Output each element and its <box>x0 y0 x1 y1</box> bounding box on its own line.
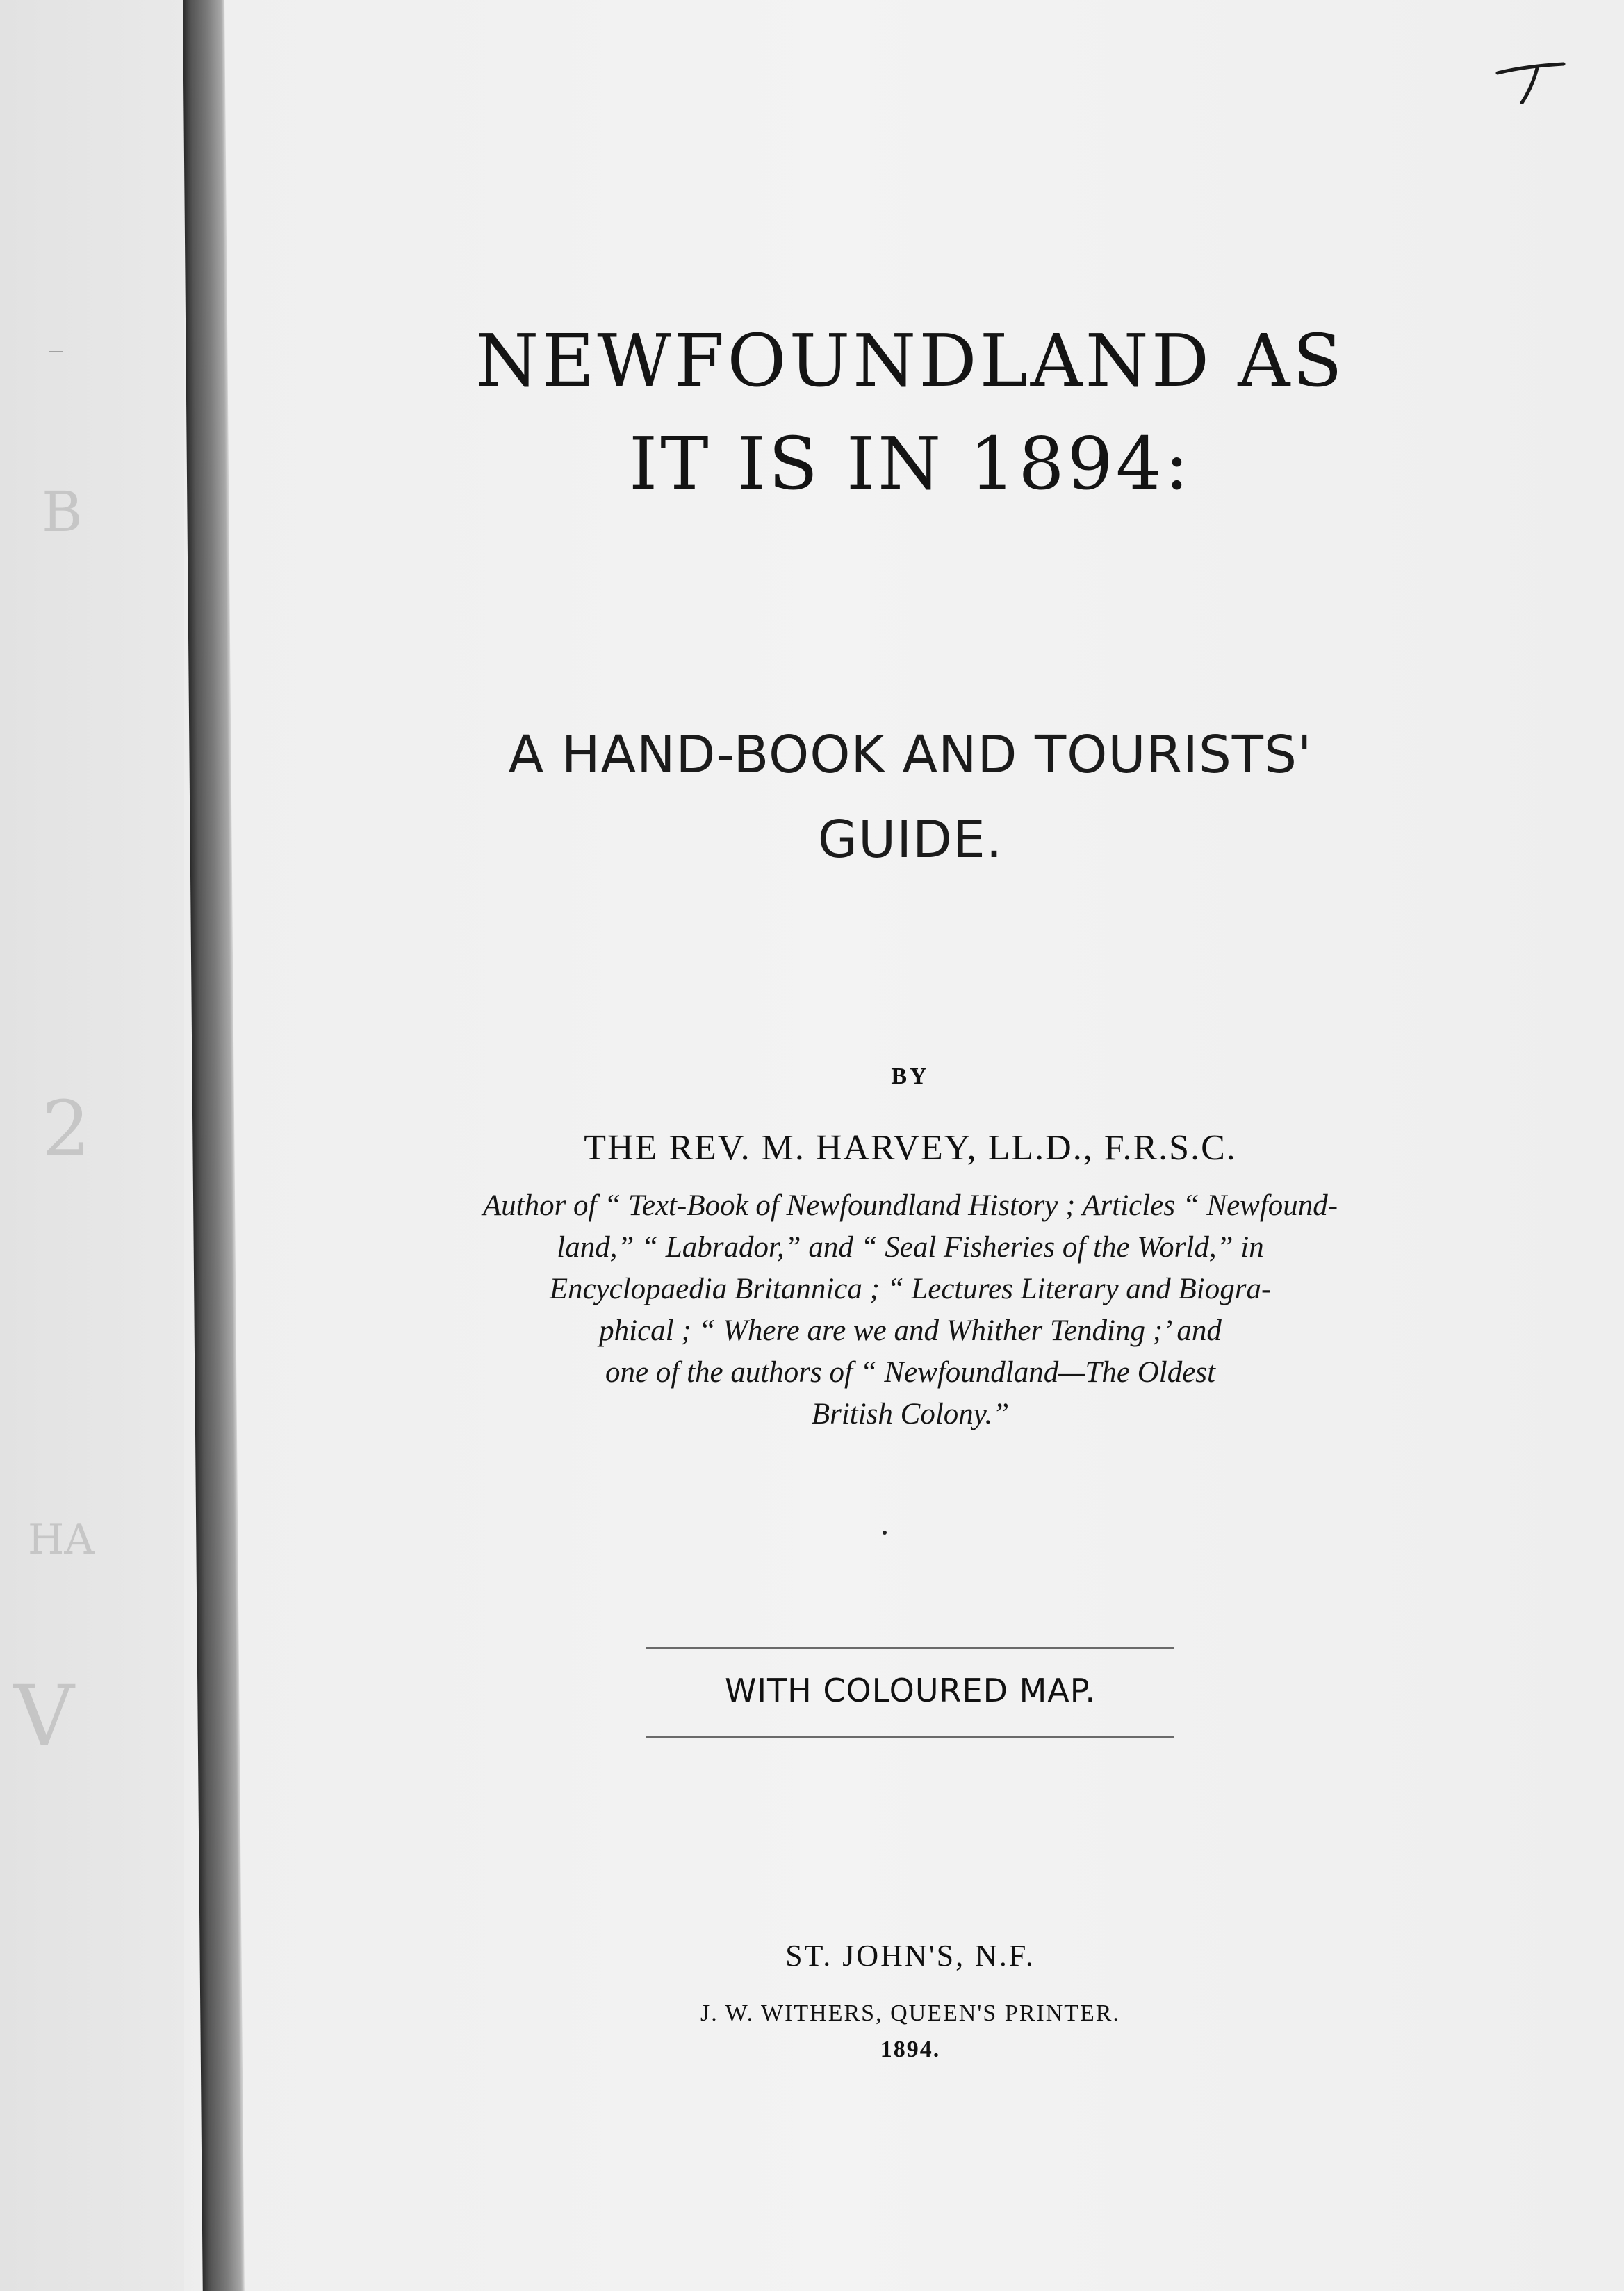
subtitle-line: GUIDE. <box>817 810 1003 870</box>
book-subtitle <box>306 712 1515 882</box>
bleed-through-mark: V <box>14 1668 74 1765</box>
by-line: BY <box>891 1063 930 1089</box>
credentials-line: Author of “ Text-Book of Newfoundland History ; Articles “ Newfound- <box>482 1189 1338 1222</box>
author-credentials <box>347 1185 1473 1435</box>
bleed-through-mark <box>49 351 63 352</box>
left-page-margin <box>0 0 184 2291</box>
bleed-through-mark: 2 <box>42 1084 90 1173</box>
credentials-line: Encyclopaedia Britannica ; “ Lectures Literary and Biogra- <box>549 1273 1272 1305</box>
bleed-through-mark: B <box>42 480 83 544</box>
title-line: IT IS IN 1894: <box>629 421 1192 506</box>
author-name: THE REV. M. HARVEY, LL.D., F.R.S.C. <box>584 1128 1237 1168</box>
credentials-line: land,” “ Labrador,” and “ Seal Fisheries of the World,” in <box>557 1231 1264 1264</box>
credentials-line: phical ; “ Where are we and Whither Tending ;’ and <box>599 1314 1222 1347</box>
map-note: WITH COLOURED MAP. <box>725 1672 1096 1709</box>
publication-place: ST. JOHN'S, N.F. <box>785 1939 1035 1973</box>
lower-rule <box>646 1736 1174 1738</box>
publication-year: 1894. <box>880 2037 941 2062</box>
pencil-mark <box>1494 56 1570 104</box>
printer-name: J. W. WITHERS, QUEEN'S PRINTER. <box>700 2000 1120 2026</box>
upper-rule <box>646 1647 1174 1649</box>
bleed-through-mark: HA <box>28 1515 95 1564</box>
dot-ornament <box>883 1531 887 1535</box>
credentials-line: British Colony.” <box>811 1398 1010 1430</box>
credentials-line: one of the authors of “ Newfoundland—The Oldest <box>605 1356 1215 1389</box>
book-title <box>306 309 1515 515</box>
subtitle-line: A HAND-BOOK AND TOURISTS' <box>508 725 1313 785</box>
title-line: NEWFOUNDLAND AS <box>475 318 1345 403</box>
